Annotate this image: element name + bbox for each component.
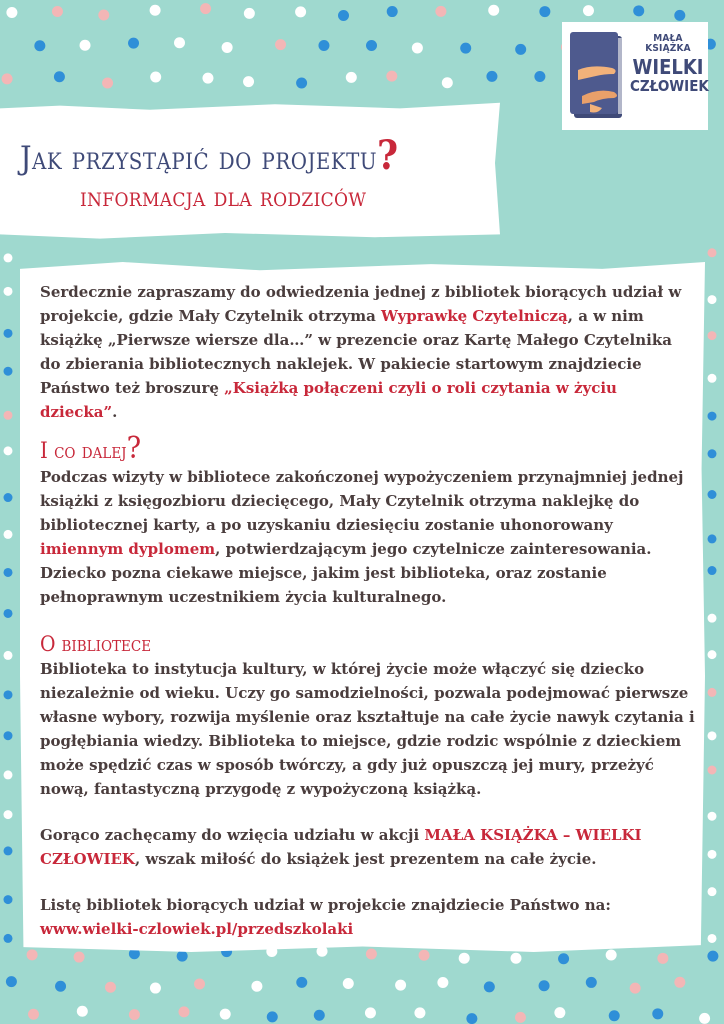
library-list-paragraph: [40, 893, 695, 941]
dot: [657, 953, 668, 964]
dot: [4, 367, 13, 376]
dot: [27, 949, 38, 960]
dot: [708, 534, 717, 543]
dot: [4, 810, 13, 819]
dot: [460, 43, 471, 54]
dot: [708, 934, 717, 943]
dot: [220, 1009, 231, 1020]
dot: [150, 983, 161, 994]
dot: [366, 40, 377, 51]
dot: [633, 5, 644, 16]
dot: [539, 980, 550, 991]
dot: [412, 42, 423, 53]
dot: [708, 812, 717, 821]
dot: [105, 982, 116, 993]
book-hands-icon: [568, 30, 628, 124]
dot: [4, 329, 13, 338]
dot: [708, 688, 717, 697]
dot: [4, 609, 13, 618]
next-text-2: , potwierdzającym jego czytelnicze zainteresowania. Dziecko pozna ciekawe miejsce, jakim jest biblioteka, oraz zostanie pełnoprawnym uczestnikiem życia kulturalnego.: [40, 540, 652, 606]
logo-line-1: MAŁA KSIĄŻKA: [645, 33, 691, 54]
dot: [486, 71, 497, 82]
section-heading-next-text: I co dalej: [40, 439, 127, 464]
dot: [4, 287, 13, 296]
dot: [98, 10, 109, 21]
logo-line-3: CZŁOWIEK: [630, 77, 709, 95]
dot: [314, 1010, 325, 1021]
page-subtitle: informacja dla rodziców: [80, 182, 367, 213]
dot: [365, 1007, 376, 1018]
dot: [174, 37, 185, 48]
dot: [295, 6, 306, 17]
dot: [102, 77, 113, 88]
dot: [4, 530, 13, 539]
dot: [200, 3, 211, 14]
dot: [414, 1007, 425, 1018]
intro-text-1: Serdecznie zapraszamy do odwiedzenia jednej z bibliotek biorących udział w projekcie, gdzie Mały Czytelnik otrzyma: [40, 283, 682, 325]
dot: [699, 1013, 710, 1024]
dot: [583, 5, 594, 16]
dot: [708, 374, 717, 383]
dot: [558, 953, 569, 964]
dot: [586, 977, 597, 988]
dot: [6, 7, 17, 18]
dot: [74, 952, 85, 963]
dot: [674, 10, 685, 21]
dot: [510, 953, 521, 964]
dot: [150, 72, 161, 83]
dot: [4, 770, 13, 779]
dot: [395, 980, 406, 991]
dot: [194, 978, 205, 989]
dot: [244, 8, 255, 19]
dot: [437, 977, 448, 988]
dot: [343, 978, 354, 989]
dot: [435, 6, 446, 17]
page-title: [20, 132, 399, 179]
section-heading-library: O bibliotece: [40, 632, 152, 656]
dot: [708, 650, 717, 659]
dot: [4, 568, 13, 577]
closing-text-2: , wszak miłość do książek jest prezentem na całe życie.: [134, 850, 597, 868]
closing-highlight: MAŁA KSIĄŻKA – WIELKI CZŁOWIEK: [40, 826, 642, 868]
intro-highlight-2: „Książką połączeni czyli o roli czytania w życiu dziecka”: [40, 379, 617, 421]
dot: [534, 71, 545, 82]
dot: [129, 1009, 140, 1020]
closing-paragraph: [40, 823, 695, 871]
library-list-link[interactable]: www.wielki-czlowiek.pl/przedszkolaki: [40, 920, 354, 938]
dot: [466, 1013, 477, 1024]
dot: [4, 446, 13, 455]
dot: [4, 493, 13, 502]
dot: [243, 76, 254, 87]
page-title-text: Jak przystąpić do projektu: [20, 139, 378, 177]
dot: [4, 690, 13, 699]
dot: [674, 977, 685, 988]
dot: [150, 5, 161, 16]
dot: [630, 983, 641, 994]
dot: [177, 951, 188, 962]
dot: [708, 887, 717, 896]
dot: [366, 949, 377, 960]
dot: [4, 731, 13, 740]
dot: [554, 1007, 565, 1018]
dot: [386, 71, 397, 82]
logo-line-2: WIELKI: [632, 55, 704, 79]
dot: [488, 5, 499, 16]
dot: [4, 846, 13, 855]
dot: [338, 10, 349, 21]
dot: [77, 1006, 88, 1017]
dot: [387, 6, 398, 17]
dot: [275, 39, 286, 50]
section-heading-question-mark: ?: [126, 431, 142, 466]
content-text: [40, 280, 695, 941]
section-heading-next: [40, 431, 695, 466]
dot: [128, 38, 139, 49]
dot: [346, 72, 357, 83]
dot: [179, 1006, 190, 1017]
dot: [652, 1008, 663, 1019]
dot: [515, 1012, 526, 1023]
logo-text: [630, 33, 709, 95]
dot: [222, 42, 233, 53]
dot: [484, 981, 495, 992]
intro-text-2: , a w nim książkę „Pierwsze wiersze dla…” w prezencie oraz Kartę Małego Czytelnika do zbierania bibliotecznych naklejek. W pakiecie startowym znajdziecie Państwo też broszurę: [40, 307, 672, 397]
next-text-1: Podczas wizyty w bibliotece zakończonej wypożyczeniem przynajmniej jednej książki z księgozbioru dziecięcego, Mały Czytelnik otrzyma naklejkę do bibliotecznej karty, a po uzyskaniu dziesięciu zostanie uhonorowany: [40, 468, 684, 534]
dot: [202, 73, 213, 84]
dot: [708, 614, 717, 623]
dot: [55, 981, 66, 992]
dot: [606, 949, 617, 960]
dot: [708, 850, 717, 859]
next-highlight: imiennym dyplomem: [40, 540, 216, 558]
dot: [296, 77, 307, 88]
dot: [296, 977, 307, 988]
dot: [267, 1011, 278, 1022]
dot: [539, 6, 550, 17]
next-paragraph: [40, 465, 695, 609]
dot: [708, 412, 717, 421]
dot: [4, 253, 13, 262]
dot: [4, 934, 13, 943]
dot: [419, 950, 430, 961]
library-list-text: Listę bibliotek biorących udział w projekcie znajdziecie Państwo na:: [40, 896, 611, 914]
dot: [80, 40, 91, 51]
project-logo: [562, 22, 708, 130]
dot: [4, 651, 13, 660]
dot: [318, 40, 329, 51]
dot: [6, 976, 17, 987]
dot: [251, 981, 262, 992]
closing-text-1: Gorąco zachęcamy do wzięcia udziału w akcji: [40, 826, 425, 844]
dot: [4, 411, 13, 420]
dot: [28, 1009, 39, 1020]
dot: [459, 953, 470, 964]
dot: [52, 6, 63, 17]
dot: [707, 951, 718, 962]
dot: [34, 40, 45, 51]
dot: [708, 248, 717, 257]
dot: [609, 1010, 620, 1021]
intro-text-3: .: [112, 403, 118, 421]
dot: [54, 71, 65, 82]
title-question-mark: ?: [377, 132, 399, 179]
dot: [708, 490, 717, 499]
dot: [4, 895, 13, 904]
dot: [708, 566, 717, 575]
intro-highlight-1: Wyprawkę Czytelniczą: [381, 307, 568, 325]
dot: [708, 331, 717, 340]
dot: [442, 77, 453, 88]
dot: [708, 449, 717, 458]
dot: [515, 44, 526, 55]
library-paragraph: Biblioteka to instytucja kultury, w której życie może włączyć się dziecko niezależnie od wieku. Uczy go samodzielności, pozwala podejmować pierwsze własne wybory, rozwija myślenie oraz kształtuje na całe życie nawyk czytania i pogłębiania wiedzy. Biblioteka to miejsce, gdzie rodzic wspólnie z dzieckiem może spędzić czas w sposób twórczy, a gdy już opuszczą jej mury, przeżyć nową, fantastyczną przygodę z wypożyczoną książką.: [40, 660, 695, 798]
dot: [2, 73, 13, 84]
dot: [708, 295, 717, 304]
dot: [708, 731, 717, 740]
dot: [708, 766, 717, 775]
intro-paragraph: [40, 280, 695, 424]
